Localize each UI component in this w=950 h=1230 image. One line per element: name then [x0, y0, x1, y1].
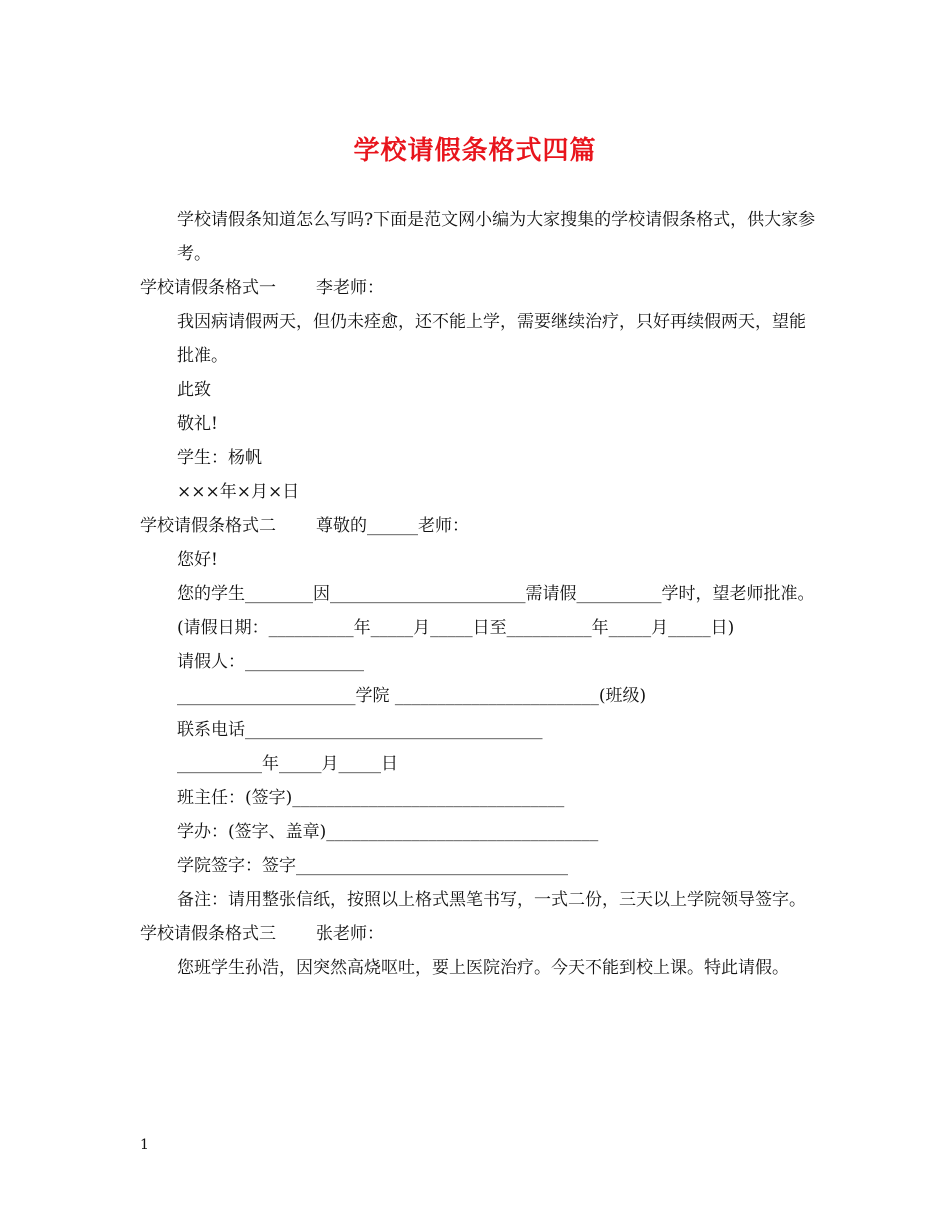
section2-heading: 学校请假条格式二 [140, 516, 276, 536]
section1-closing2: 敬礼! [177, 414, 218, 434]
section1-heading: 学校请假条格式一 [140, 278, 276, 298]
section1-date: ×××年×月×日 [177, 482, 300, 502]
section1-salutation: 李老师： [316, 278, 384, 298]
section2-office: 学办：(签字、盖章)________________________________ [177, 822, 599, 842]
intro-paragraph: 学校请假条知道怎么写吗?下面是范文网小编为大家搜集的学校请假条格式，供大家参考。 [177, 210, 816, 264]
section2-note: 备注：请用整张信纸，按照以上格式黑笔书写，一式二份，三天以上学院领导签字。 [177, 890, 806, 910]
section2-college-class: _____________________学院 ________________________(班级) [177, 686, 647, 706]
section3-body: 您班学生孙浩，因突然高烧呕吐，要上医院治疗。今天不能到校上课。特此请假。 [177, 958, 789, 978]
section2-body: 您的学生________因_______________________需请假__________学时，望老师批准。 [177, 584, 815, 604]
document-body [140, 203, 820, 985]
section1-body: 我因病请假两天，但仍未痊愈，还不能上学，需要继续治疗，只好再续假两天，望能批准。 [177, 312, 806, 366]
section3-heading-line [140, 917, 820, 951]
document-title: 学校请假条格式四篇 [353, 136, 597, 166]
section1-heading-line [140, 271, 820, 305]
section1-student: 学生：杨帆 [177, 448, 262, 468]
section2-date: __________年_____月_____日 [177, 754, 398, 774]
section3-salutation: 张老师： [316, 924, 384, 944]
section2-college-sign: 学院签字：签字________________________________ [177, 856, 568, 876]
section2-salutation: 尊敬的______老师： [316, 516, 469, 536]
section2-heading-line [140, 509, 820, 543]
section1-closing1: 此致 [177, 380, 211, 400]
section2-head-teacher: 班主任：(签字)________________________________ [177, 788, 565, 808]
section2-phone: 联系电话___________________________________ [177, 720, 543, 740]
section2-greeting: 您好! [177, 550, 218, 570]
section2-leave-date: (请假日期：__________年_____月_____日至__________年_____月_____日) [177, 618, 735, 638]
section2-applicant: 请假人：______________ [177, 652, 364, 672]
page-number: 1 [140, 1137, 149, 1153]
section3-heading: 学校请假条格式三 [140, 924, 276, 944]
